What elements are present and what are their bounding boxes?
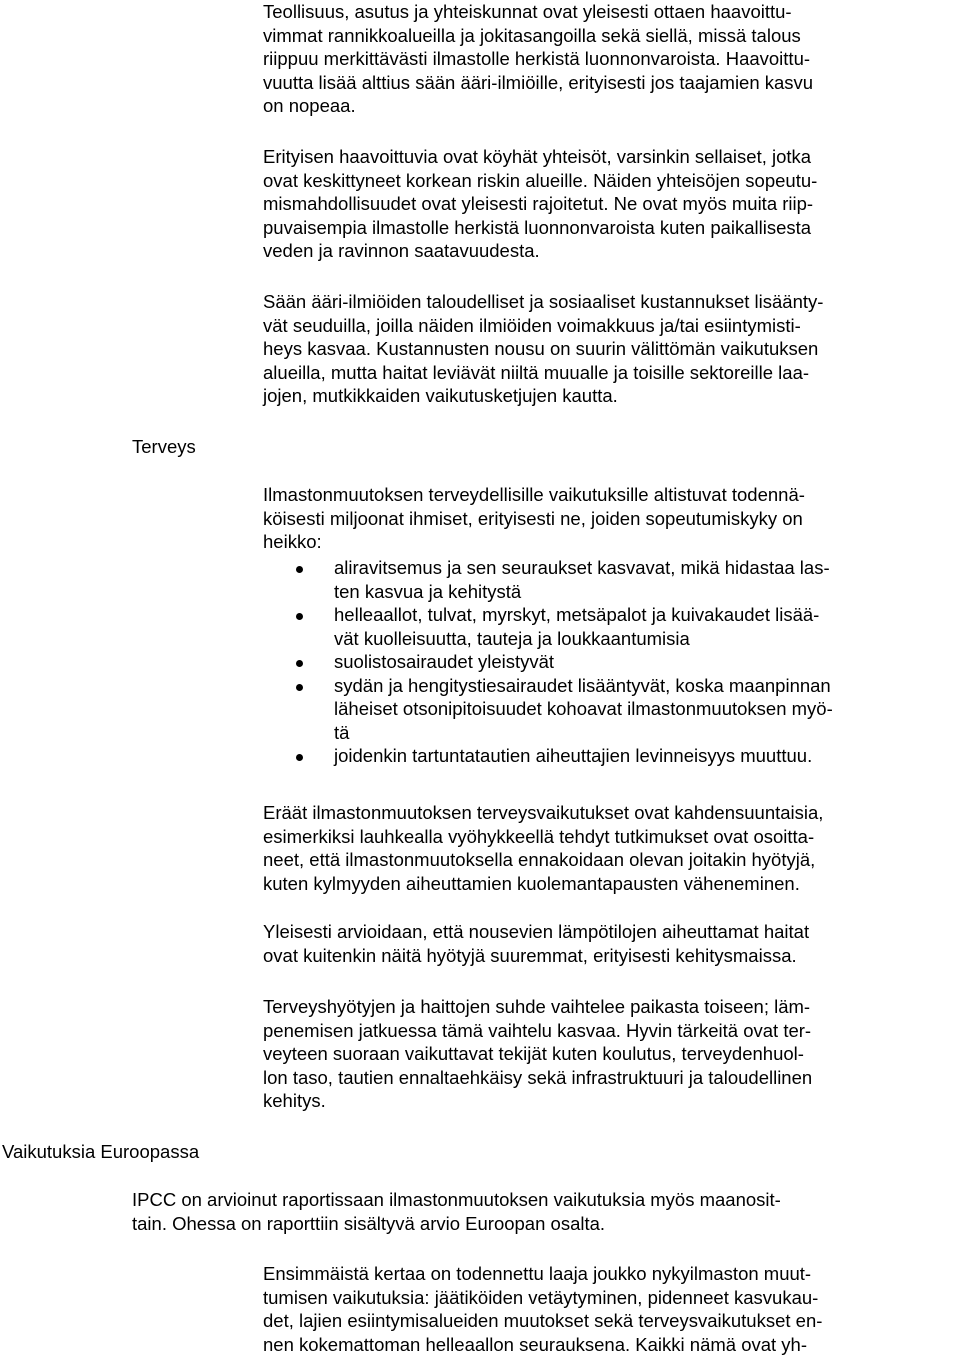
text-line: tain. Ohessa on raporttiin sisältyvä arvio Euroopan osalta.: [132, 1212, 606, 1234]
text-line: ten kasvua ja kehitystä: [334, 580, 522, 602]
text-line: Erityisen haavoittuvia ovat köyhät yhteisöt, varsinkin sellaiset, jotka: [263, 146, 812, 167]
text-line: vät seuduilla, joilla näiden ilmiöiden voimakkuus ja/tai esiintymisti-: [263, 314, 801, 336]
paragraph-two-way-effects: [263, 801, 953, 895]
text-line: Ilmastonmuutoksen terveydellisille vaikutuksille altistuvat todennä-: [263, 484, 805, 505]
bullet-icon: [296, 660, 303, 667]
text-line: ovat keskittyneet korkean riskin alueille. Näiden yhteisöjen sopeutu-: [263, 169, 818, 191]
text-line: ovat kuitenkin näitä hyötyjä suuremmat, erityisesti kehitysmaissa.: [263, 944, 797, 966]
health-effects-list: [263, 556, 953, 768]
list-item: [263, 603, 953, 650]
text-line: vimmat rannikkoalueilla ja jokitasangoilla sekä siellä, missä talous: [263, 24, 801, 46]
text-line: jojen, mutkikkaiden vaikutusketjujen kautta.: [263, 385, 618, 406]
text-line: läheiset otsonipitoisuudet kohoavat ilmastonmuutoksen myö-: [334, 698, 833, 719]
text-line: aliravitsemus ja sen seuraukset kasvavat, mikä hidastaa las-: [334, 557, 830, 578]
text-line: tä: [334, 721, 350, 743]
text-line: penemisen jatkuessa tämä vaihtelu kasvaa. Hyvin tärkeitä ovat ter-: [263, 1019, 812, 1041]
text-line: Yleisesti arvioidaan, että nousevien lämpötilojen aiheuttamat haitat: [263, 921, 810, 942]
text-line: Sään ääri-ilmiöiden taloudelliset ja sosiaaliset kustannukset lisäänty-: [263, 291, 824, 312]
text-line: suolistosairaudet yleistyvät: [334, 651, 555, 672]
text-line: joidenkin tartuntatautien aiheuttajien levinneisyys muuttuu.: [334, 745, 813, 766]
text-line: sydän ja hengitystiesairaudet lisääntyvät, koska maanpinnan: [334, 674, 831, 696]
paragraph-regional-variation: [263, 995, 953, 1113]
text-line: veden ja ravinnon saatavuudesta.: [263, 240, 540, 261]
paragraph-poor-communities: [263, 145, 953, 263]
list-item: [263, 556, 953, 603]
bullet-icon: [296, 613, 303, 620]
paragraph-harms-outweigh: [263, 920, 953, 967]
list-item: [263, 650, 953, 674]
text-line: esimerkiksi lauhkealla vyöhykkeellä tehdyt tutkimukset ovat osoitta-: [263, 825, 815, 847]
paragraph-vulnerable-regions: [263, 0, 953, 118]
text-line: veyteen suoraan vaikuttavat tekijät kuten koulutus, terveydenhuol-: [263, 1043, 804, 1064]
text-line: alueilla, mutta haitat leviävät niiltä muualle ja toisille sektoreille laa-: [263, 361, 810, 383]
paragraph-observed-impacts: [263, 1262, 953, 1356]
text-line: on nopeaa.: [263, 95, 356, 116]
text-line: puvaisempia ilmastolle herkistä luonnonvaroista kuten paikallisesta: [263, 216, 812, 238]
list-item: [263, 674, 953, 745]
text-line: vät kuolleisuutta, tauteja ja loukkaantumisia: [334, 627, 690, 649]
section-heading-terveys: Terveys: [132, 436, 196, 457]
text-line: köisesti miljoonat ihmiset, erityisesti ne, joiden sopeutumiskyky on: [263, 507, 803, 529]
text-line: lon taso, tautien ennaltaehkäisy sekä infrastruktuuri ja taloudellinen: [263, 1066, 813, 1088]
bullet-icon: [296, 684, 303, 691]
text-line: Terveyshyötyjen ja haittojen suhde vaihtelee paikasta toiseen; läm-: [263, 996, 811, 1017]
text-line: heikko:: [263, 531, 322, 552]
paragraph-economic-costs: [263, 290, 953, 408]
text-line: vuutta lisää alttius sään ääri-ilmiöille, erityisesti jos taajamien kasvu: [263, 71, 814, 93]
bullet-icon: [296, 754, 303, 761]
text-line: neet, että ilmastonmuutoksella ennakoidaan olevan joitakin hyötyjä,: [263, 849, 816, 870]
section-heading-eurooppa: Vaikutuksia Euroopassa: [2, 1141, 200, 1162]
text-line: heys kasvaa. Kustannusten nousu on suurin välittömän vaikutuksen: [263, 338, 819, 359]
text-line: tumisen vaikutuksia: jäätiköiden vetäytyminen, pidenneet kasvukau-: [263, 1286, 819, 1308]
text-line: nen kokemattoman helleaallon seurauksena. Kaikki nämä ovat yh-: [263, 1333, 808, 1355]
text-line: Ensimmäistä kertaa on todennettu laaja joukko nykyilmaston muut-: [263, 1263, 812, 1284]
text-line: kehitys.: [263, 1090, 326, 1111]
text-line: det, lajien esiintymisalueiden muutokset sekä terveysvaikutukset en-: [263, 1310, 823, 1331]
text-line: mismahdollisuudet ovat yleisesti rajoitetut. Ne ovat myös muita riip-: [263, 193, 814, 214]
text-line: Eräät ilmastonmuutoksen terveysvaikutukset ovat kahdensuuntaisia,: [263, 802, 824, 823]
text-line: helleaallot, tulvat, myrskyt, metsäpalot ja kuivakaudet lisää-: [334, 604, 820, 625]
bullet-icon: [296, 566, 303, 573]
text-line: Teollisuus, asutus ja yhteiskunnat ovat yleisesti ottaen haavoittu-: [263, 1, 792, 22]
text-line: IPCC on arvioinut raportissaan ilmastonmuutoksen vaikutuksia myös maanosit-: [132, 1189, 781, 1210]
list-item: [263, 744, 953, 768]
text-line: riippuu merkittävästi ilmastolle herkistä luonnonvaroista. Haavoittu-: [263, 48, 811, 69]
text-line: kuten kylmyyden aiheuttamien kuolemantapausten väheneminen.: [263, 872, 800, 894]
paragraph-ipcc-intro: [132, 1188, 952, 1235]
paragraph-health-intro: [263, 483, 953, 554]
